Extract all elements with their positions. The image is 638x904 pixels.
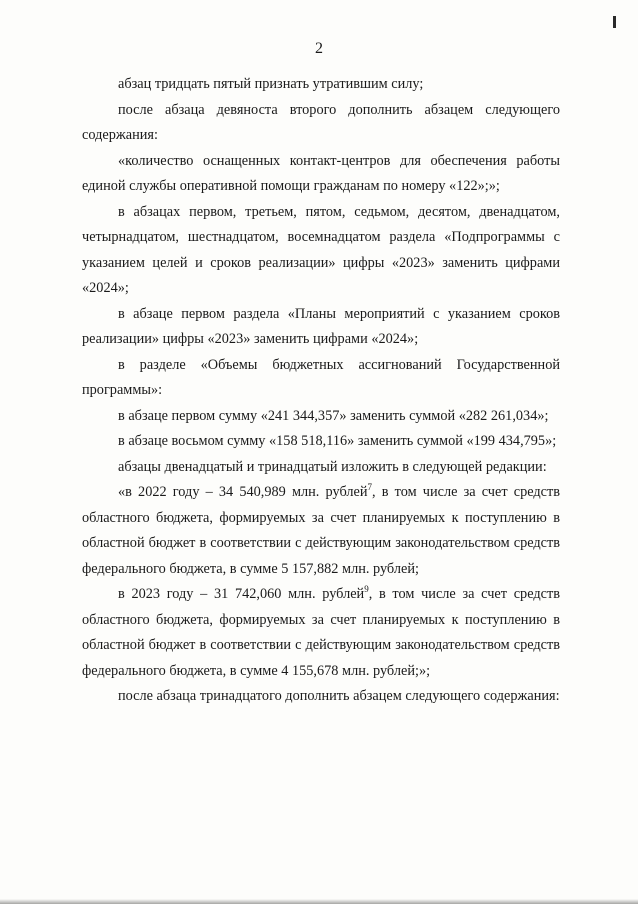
scan-artifact-mark	[613, 16, 616, 28]
paragraph-with-footnote	[82, 582, 560, 684]
paragraph-text: , в том числе за счет средств областного бюджета, формируемых за счет планируемых к поступлению в областной бюджет в соответствии с действующим законодательством средств федерального бюджета, в сумме 5 157,882 млн. рублей;	[82, 484, 561, 577]
paragraph: в абзаце первом раздела «Планы мероприятий с указанием сроков реализации» цифры «2023» заменить цифрами «2024»;	[82, 305, 560, 347]
paragraph: «количество оснащенных контакт-центров для обеспечения работы единой службы оперативной помощи гражданам по номеру «122»;»;	[82, 152, 560, 194]
paragraph: в абзаце первом сумму «241 344,357» заменить суммой «282 261,034»;	[118, 407, 549, 424]
paragraph: в абзацах первом, третьем, пятом, седьмом, десятом, двенадцатом, четырнадцатом, шестнадцатом, восемнадцатом раздела «Подпрограммы с указанием целей и сроков реализации» цифры «2023» заменить цифрами «2024»;	[82, 203, 560, 296]
paragraph: абзац тридцать пятый признать утратившим силу;	[118, 76, 424, 92]
footnote-marker: 9	[364, 584, 369, 595]
footnote-marker: 7	[367, 482, 373, 493]
document-body	[82, 72, 560, 710]
paragraph: абзацы двенадцатый и тринадцатый изложить в следующей редакции:	[118, 458, 547, 475]
scan-bottom-edge	[0, 899, 638, 904]
paragraph: в абзаце восьмом сумму «158 518,116» заменить суммой «199 434,795»;	[118, 433, 557, 449]
paragraph: после абзаца тринадцатого дополнить абзацем следующего содержания:	[118, 688, 560, 704]
paragraph-text: «в 2022 году – 34 540,989 млн. рублей	[118, 484, 368, 500]
paragraph-text: в 2023 году – 31 742,060 млн. рублей	[118, 586, 365, 602]
paragraph-text: , в том числе за счет средств областного бюджета, формируемых за счет планируемых к поступлению в областной бюджет в соответствии с действующим законодательством средств федерального бюджета, в сумме 4 155,678 млн. рублей;»;	[82, 586, 560, 679]
paragraph-with-footnote	[82, 480, 560, 582]
paragraph: в разделе «Объемы бюджетных ассигнований Государственной программы»:	[82, 356, 560, 398]
paragraph: после абзаца девяноста второго дополнить абзацем следующего содержания:	[82, 101, 560, 143]
page-number: 2	[315, 40, 323, 57]
